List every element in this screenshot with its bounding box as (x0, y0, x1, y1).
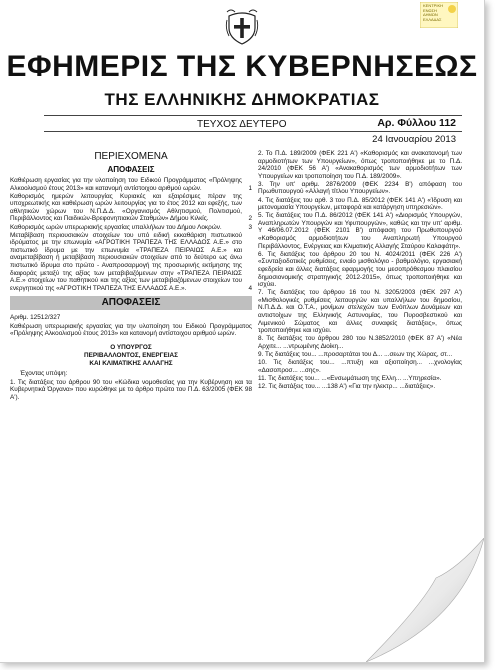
header-rule-bottom (44, 131, 462, 132)
stamp-text (423, 4, 459, 22)
toc-title: ΠΕΡΙΕΧΟΜΕΝΑ (94, 151, 168, 162)
issue-label: ΤΕΥΧΟΣ ΔΕΥΤΕΡΟ (197, 119, 287, 130)
minister-line: ΚΑΙ ΚΛΙΜΑΤΙΚΗΣ ΑΛΛΑΓΗΣ (89, 359, 173, 367)
toc-item (10, 193, 252, 223)
toc-item-page: 2 (248, 215, 252, 223)
toc-item (10, 224, 252, 232)
sheet-number: Αρ. Φύλλου 112 (377, 117, 456, 129)
stamp-line: ΕΝΩΣΗ (423, 7, 437, 13)
coat-of-arms-icon (225, 6, 259, 46)
toc-item-text: Καθορισμός ωρών υπερωριακής εργασίας υπαλλήλων του Δήμου Λοκρών. (10, 223, 222, 231)
minister-line: Ο ΥΠΟΥΡΓΟΣ (110, 343, 152, 351)
consideration-item: 5. Τις διατάξεις του Π.Δ. 86/2012 (ΦΕΚ 141 Α') «Διορισμός Υπουργών, Αναπληρωτών Υπουργών και Υφυπουργών», καθώς και την υπ' αριθμ. Υ 46/06.07.2012 (ΦΕΚ 2101 Β') απόφαση του Πρωθυπουργού «Καθορισμός αρμοδιοτήτων του Αναπληρωτή Υπουργού Περιβάλλοντος, Ενέργειας και Κλιματικής Αλλαγής Σταύρου Καλαφάτη». (258, 212, 462, 250)
consideration-item: 6. Τις διατάξεις του άρθρου 20 του Ν. 4024/2011 (ΦΕΚ 226 Α') «Συνταξιοδοτικές ρυθμίσεις, ενιαίο μισθολόγιο - βαθμολόγιο, εργασιακή εφεδρεία και άλλες διατάξεις εφαρμογής του μεσοπρόθεσμου πλαισίου δημοσιονομικής στρατηγικής 2012-2015», όπως τροποποιήθηκε και ισχύει. (258, 250, 462, 289)
consideration-item: 8. Τις διατάξεις του άρθρου 280 του Ν.3852/2010 (ΦΕΚ 87 Α') «Νέα Αρχιτε... ...ντρωμένης Διοίκη... (258, 335, 462, 350)
issue-date: 24 Ιανουαρίου 2013 (372, 134, 456, 145)
toc-item-text: Καθιέρωση εργασίας για την υλοποίηση του Ειδικού Προγράμματος «Πρόληψης Αλκοολισμού έτους 2013» και κατανομή αντίστοιχου αριθμού ωρών. (10, 177, 242, 192)
decisions-band: ΑΠΟΦΑΣΕΙΣ (10, 296, 252, 310)
stamp-line: ΔΗΜΩΝ (423, 12, 438, 18)
toc-item (10, 232, 252, 293)
toc-subtitle: ΑΠΟΦΑΣΕΙΣ (107, 165, 155, 174)
gazette-subtitle: ΤΗΣ ΕΛΛΗΝΙΚΗΣ ΔΗΜΟΚΡΑΤΙΑΣ (104, 90, 380, 109)
consideration-item: 10. Τις διατάξεις του... ...πτυξη και αξιοποίηση... ...χνολογίας «Δασοπροσ... ...σης». (258, 359, 462, 374)
considering-label: Έχοντας υπόψη: (20, 370, 68, 378)
consideration-item: 3. Την υπ' αριθμ. 2876/2009 (ΦΕΚ 2234 Β') απόφαση του Πρωθυπουργού «Αλλαγή τίτλου Υπουργείων». (258, 180, 462, 196)
toc-item-text: Μεταβίβαση περιουσιακών στοιχείων του υπό ειδική εκκαθάριση πιστωτικού ιδρύματος με την επωνυμία «ΑΓΡΟΤΙΚΗ ΤΡΑΠΕΖΑ ΤΗΣ ΕΛΛΑΔΟΣ Α.Ε.» στο πιστωτικό ίδρυμα με την επωνυμία «ΤΡΑΠΕΖΑ ΠΕΙΡΑΙΩΣ Α.Ε.» και αναμεταβίβαση ή μεταβίβαση περιουσιακών στοιχείων από το δεύτερο ως άνω πιστωτικό ίδρυμα στο πρώτο - Αναπροσαρμογή της προσωρινής εκτίμησης της διαφοράς μεταξύ της αξίας των μεταβιβαζόμενων στην «ΤΡΑΠΕΖΑ ΠΕΙΡΑΙΩΣ Α.Ε.» στοιχείων του παθητικού και της αξίας των μεταβιβαζόμενων στοιχείων του ενεργητικού της «ΑΓΡΟΤΙΚΗ ΤΡΑΠΕΖΑ ΤΗΣ ΕΛΛΑΔΟΣ Α.Ε.». (10, 231, 242, 292)
stamp-line: ΚΕΝΤΡΙΚΗ (423, 4, 444, 8)
consideration-item: 7. Τις διατάξεις του άρθρου 16 του Ν. 3205/2003 (ΦΕΚ 297 Α') «Μισθολογικές ρυθμίσεις λειτουργών και υπαλλήλων του δημοσίου, Ν.Π.Δ.Δ. και Ο.Τ.Α., μονίμων στελεχών των Ενόπλων Δυνάμεων και αντιστοίχων της Ελληνικής Αστυνομίας, του Πυροσβεστικού και Λιμενικού Σώματος και άλλες συναφείς διατάξεις», όπως τροποποιήθηκε και ισχύει. (258, 289, 462, 335)
toc-item-page: 3 (248, 223, 252, 231)
header-rule-top (44, 115, 462, 116)
left-column (10, 150, 252, 402)
decision-number: Αριθμ. 12512/327 (10, 314, 61, 322)
consideration-item: 1. Τις διατάξεις του άρθρου 90 του «Κώδικα νομοθεσίας για την Κυβέρνηση και τα Κυβερνητικά Όργανα» που κυρώθηκε με το άρθρο πρώτο του Π.Δ. 63/2005 (ΦΕΚ 98 Α'). (10, 378, 252, 401)
toc-item (10, 177, 252, 192)
minister-line: ΠΕΡΙΒΑΛΛΟΝΤΟΣ, ΕΝΕΡΓΕΙΑΣ (84, 351, 178, 359)
page-curl (366, 538, 484, 662)
toc-item-text: Καθορισμός ημερών λειτουργίας Κυριακές και εξαιρέσιμες πέραν της υποχρεωτικής και καθιέρωση ωρών λειτουργίας για το έτος 2012 και εφεξής, των αθλητικών χώρων του Ν.Π.Δ.Δ. «Οργανισμός Αθλητισμού, Πολιτισμού, Περιβάλλοντος και Παιδικών-Βρεφονηπιακών Σταθμών» Δήμου Κιλκίς. (10, 192, 242, 223)
gazette-title: ΕΦΗΜΕΡΙΣ ΤΗΣ ΚΥΒΕΡΝΗΣΕΩΣ (6, 50, 478, 83)
consideration-item: 12. Τις διατάξεις του... ...138 Α') «Για την ηλεκτρ... ...διατάξεις». (258, 382, 436, 390)
stamp-line: ΕΛΛΑΔΑΣ (423, 16, 442, 22)
right-column (258, 150, 462, 391)
consideration-item: 4. Τις διατάξεις του αρθ. 3 του Π.Δ. 85/2012 (ΦΕΚ 141 Α') «Ίδρυση και μετονομασία Υπουργείων, μεταφορά και κατάργηση υπηρεσιών». (258, 196, 462, 212)
consideration-item: 11. Τις διατάξεις του... ...«Ενσωμάτωση της Ελλη... ...Υπηρεσία». (258, 374, 442, 382)
toc-item-page: 1 (248, 184, 252, 192)
decision-summary: Καθιέρωση υπερωριακής εργασίας για την υλοποίηση του Ειδικού Προγράμματος «Πρόληψης Αλκοολισμού έτους 2013» και κατανομή αντίστοιχου αριθμού ωρών. (10, 322, 252, 338)
consideration-item: 9. Τις διατάξεις του... ...προσαρτάται του Δ... ...σεων της Χώρας, στ... (258, 350, 453, 358)
toc-item-page: 4 (248, 284, 252, 292)
consideration-item: 2. Το Π.Δ. 189/2009 (ΦΕΚ 221 Α') «Καθορισμός και ανακατανομή των αρμοδιοτήτων των Υπουργείων», όπως τροποποιήθηκε με το Π.Δ. 24/2010 (ΦΕΚ 56 Α') «Ανακαθορισμός των αρμοδιοτήτων των Υπουργείων και τροποποίηση του Π.Δ. 189/2009». (258, 150, 462, 180)
